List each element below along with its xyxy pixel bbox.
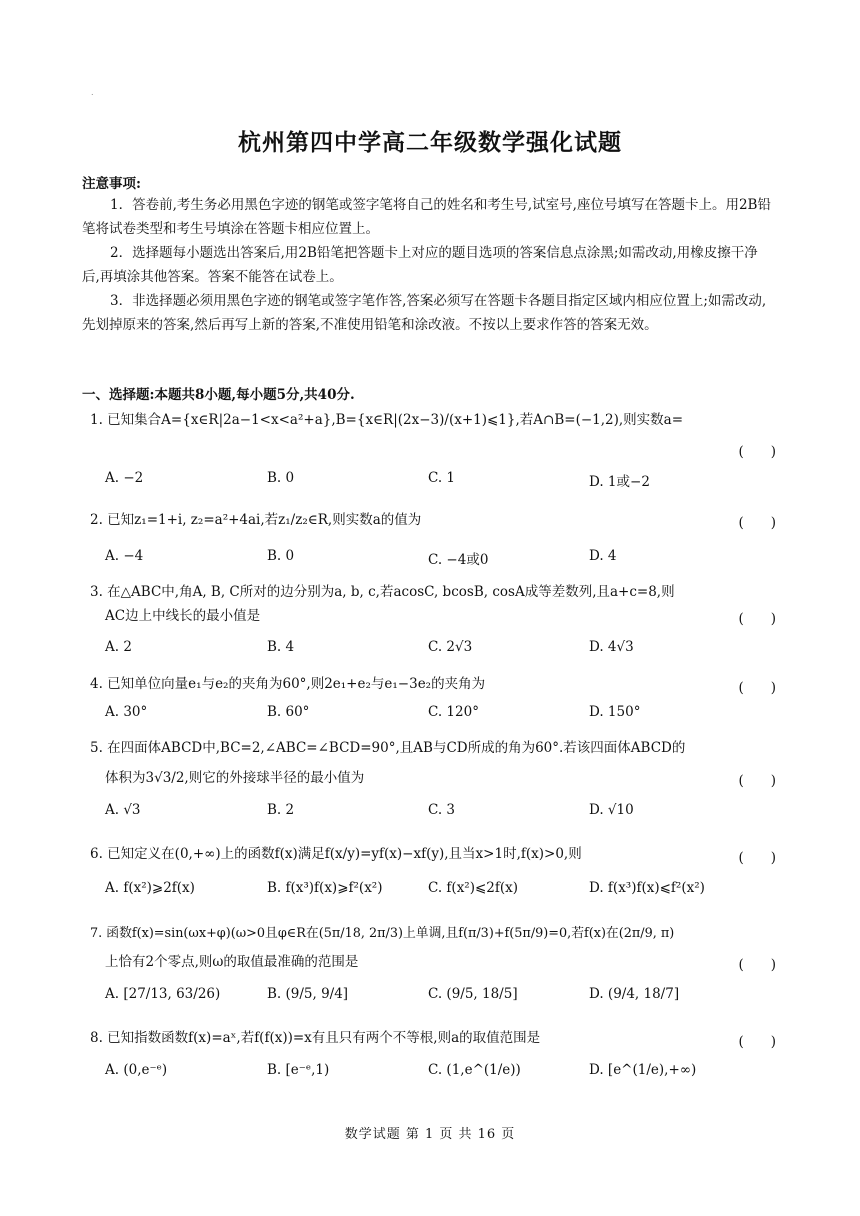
option-c: C. 1 bbox=[428, 470, 456, 486]
notice-item: 2．选择题每小题选出答案后,用2B铅笔把答题卡上对应的题目选项的答案信息点涂黑;如需改动,用橡皮擦干净后,再填涂其他答案。答案不能答在试卷上。 bbox=[82, 245, 758, 285]
scan-dot: . bbox=[91, 88, 94, 97]
question-stem: 1. 已知集合A={x∈R|2a−1<x<a²+a},B={x∈R|(2x−3)/(x+1)⩽1},若A∩B=(−1,2),则实数a= bbox=[90, 412, 684, 428]
option-d: D. 4 bbox=[589, 548, 617, 564]
option-a: A. 2 bbox=[105, 639, 132, 655]
option-a: A. √3 bbox=[105, 802, 141, 818]
option-d: D. 150° bbox=[589, 704, 641, 720]
option-b: B. f(x³)f(x)⩾f²(x²) bbox=[267, 880, 383, 896]
notice-item: 1．答卷前,考生务必用黑色字迹的钢笔或签字笔将自己的姓名和考生号,试室号,座位号填写在答题卡上。用2B铅笔将试卷类型和考生号填涂在答题卡相应位置上。 bbox=[82, 197, 771, 237]
option-b: B. 4 bbox=[267, 639, 295, 655]
question-stem: 8. 已知指数函数f(x)=aˣ,若f(f(x))=x有且只有两个不等根,则a的取值范围是 bbox=[90, 1030, 541, 1046]
answer-paren: ( ) bbox=[738, 850, 776, 866]
option-a: A. (0,e⁻ᵉ) bbox=[105, 1062, 168, 1078]
option-a: A. [27/13, 63/26) bbox=[105, 986, 221, 1002]
question-stem: 3. 在△ABC中,角A, B, C所对的边分别为a, b, c,若acosC, bcosB, cosA成等差数列,且a+c=8,则 bbox=[90, 584, 675, 600]
option-d: D. (9/4, 18/7] bbox=[589, 986, 680, 1002]
option-a: A. 30° bbox=[105, 704, 148, 720]
option-a: A. −2 bbox=[105, 470, 144, 486]
option-d: D. f(x³)f(x)⩽f²(x²) bbox=[589, 880, 705, 896]
option-d: D. [e^(1/e),+∞) bbox=[589, 1062, 697, 1078]
question-stem: 2. 已知z₁=1+i, z₂=a²+4ai,若z₁/z₂∈R,则实数a的值为 bbox=[90, 512, 422, 528]
option-b: B. 2 bbox=[267, 802, 295, 818]
option-b: B. 60° bbox=[267, 704, 310, 720]
option-c: C. −4或0 bbox=[428, 552, 489, 568]
option-c: C. (9/5, 18/5] bbox=[428, 986, 518, 1002]
option-c: C. 120° bbox=[428, 704, 479, 720]
question-stem: 5. 在四面体ABCD中,BC=2,∠ABC=∠BCD=90°,且AB与CD所成的角为60°.若该四面体ABCD的 bbox=[90, 740, 686, 756]
answer-paren: ( ) bbox=[738, 611, 776, 627]
option-b: B. (9/5, 9/4] bbox=[267, 986, 349, 1002]
answer-paren: ( ) bbox=[738, 957, 776, 973]
option-b: B. 0 bbox=[267, 470, 295, 486]
option-d: D. 1或−2 bbox=[589, 474, 650, 490]
option-c: C. (1,e^(1/e)) bbox=[428, 1062, 521, 1078]
notice-heading: 注意事项: bbox=[82, 176, 141, 192]
option-d: D. 4√3 bbox=[589, 639, 634, 655]
option-d: D. √10 bbox=[589, 802, 634, 818]
option-a: A. −4 bbox=[105, 548, 144, 564]
page-footer: 数学试题 第 1 页 共 16 页 bbox=[344, 1127, 516, 1142]
option-b: B. 0 bbox=[267, 548, 295, 564]
question-stem-continued: 上恰有2个零点,则ω的取值最准确的范围是 bbox=[105, 954, 359, 970]
answer-paren: ( ) bbox=[738, 515, 776, 531]
question-stem: 4. 已知单位向量e₁与e₂的夹角为60°,则2e₁+e₂与e₁−3e₂的夹角为 bbox=[90, 676, 486, 692]
notice-item: 3．非选择题必须用黑色字迹的钢笔或签字笔作答,答案必须写在答题卡各题目指定区域内相应位置上;如需改动,先划掉原来的答案,然后再写上新的答案,不准使用铅笔和涂改液。不按以上要求作答的答案无效。 bbox=[82, 293, 767, 333]
answer-paren: ( ) bbox=[738, 1034, 776, 1050]
answer-paren: ( ) bbox=[738, 444, 776, 460]
page-title: 杭州第四中学高二年级数学强化试题 bbox=[238, 129, 622, 156]
option-b: B. [e⁻ᵉ,1) bbox=[267, 1062, 330, 1078]
section-heading: 一、选择题:本题共8小题,每小题5分,共40分. bbox=[82, 387, 355, 403]
option-a: A. f(x²)⩾2f(x) bbox=[105, 880, 195, 896]
option-c: C. f(x²)⩽2f(x) bbox=[428, 880, 519, 896]
option-c: C. 2√3 bbox=[428, 639, 473, 655]
answer-paren: ( ) bbox=[738, 680, 776, 696]
question-stem: 7. 函数f(x)=sin(ωx+φ)(ω>0且φ∈R在(5π/18, 2π/3)上单调,且f(π/3)+f(5π/9)=0,若f(x)在(2π/9, π) bbox=[90, 926, 675, 941]
question-stem-continued: AC边上中线长的最小值是 bbox=[105, 608, 261, 624]
question-stem-continued: 体积为3√3/2,则它的外接球半径的最小值为 bbox=[105, 770, 365, 786]
answer-paren: ( ) bbox=[738, 773, 776, 789]
question-stem: 6. 已知定义在(0,+∞)上的函数f(x)满足f(x/y)=yf(x)−xf(y),且当x>1时,f(x)>0,则 bbox=[90, 846, 582, 862]
option-c: C. 3 bbox=[428, 802, 456, 818]
